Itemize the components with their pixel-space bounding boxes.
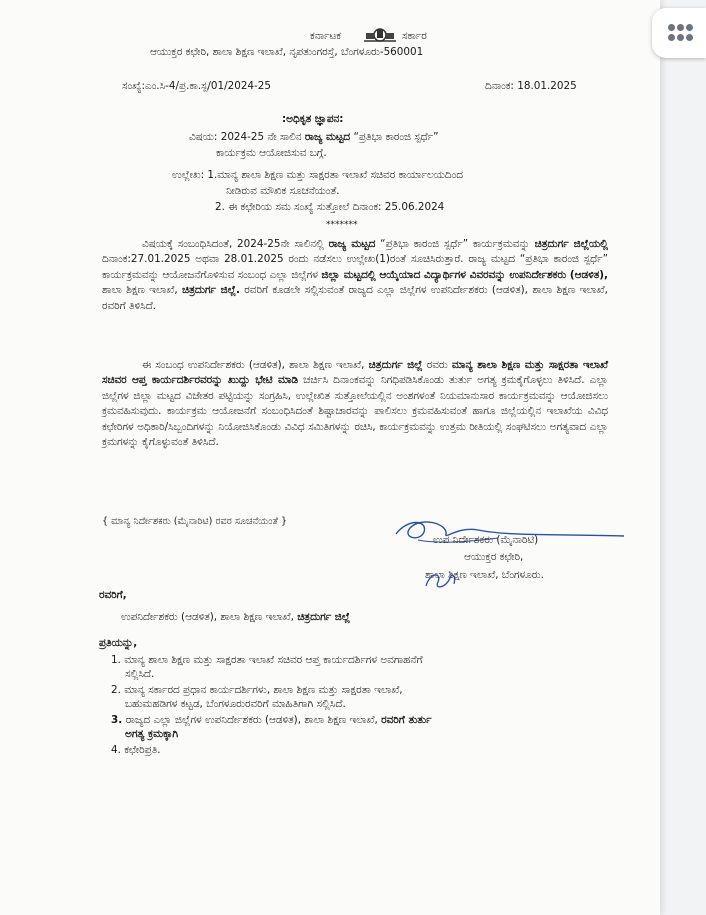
reference-number: ಸಂಖ್ಯೆ:ಎಂ.ಸಿ-4/ಪ್ರ.ಕಾ.ಸ್ಪ/01/2024-25	[122, 80, 272, 92]
office-address: ಆಯುಕ್ತರ ಕಛೇರಿ, ಶಾಲಾ ಶಿಕ್ಷಣ ಇಲಾಖೆ, ನೃಪತುಂಗರಸ್ತೆ, ಬೆಂಗಳೂರು-560001	[150, 46, 424, 58]
gov-left-text: ಕರ್ನಾಟಕ	[310, 30, 341, 42]
copy-item-3: 3. ರಾಜ್ಯದ ಎಲ್ಲಾ ಜಿಲ್ಲೆಗಳ ಉಪನಿರ್ದೇಶಕರು (ಆಡಳಿತ), ಶಾಲಾ ಶಿಕ್ಷಣ ಇಲಾಖೆ, ರವರಿಗೆ ತುರ್ತು	[111, 714, 432, 726]
copy-item-1-cont: ಸಲ್ಲಿಸಿದೆ.	[125, 668, 155, 680]
copy-item-4: 4. ಕಛೇರಿಪ್ರತಿ.	[111, 744, 161, 756]
state-emblem-icon	[362, 25, 398, 43]
subject-line-1: ವಿಷಯ: 2024-25 ನೇ ಸಾಲಿನ ರಾಜ್ಯ ಮಟ್ಟದ “ಪ್ರತಿಭಾ ಕಾರಂಜಿ ಸ್ಪರ್ಧೆ”	[189, 131, 439, 143]
to-address: ಉಪನಿರ್ದೇಶಕರು (ಆಡಳಿತ), ಶಾಲಾ ಶಿಕ್ಷಣ ಇಲಾಖೆ, ಚಿತ್ರದುರ್ಗ ಜಿಲ್ಲೆ	[121, 611, 351, 623]
copy-item-2: 2. ಮಾನ್ಯ ಸರ್ಕಾರದ ಪ್ರಧಾನ ಕಾರ್ಯದರ್ಶಿಗಳು, ಶಾಲಾ ಶಿಕ್ಷಣ ಮತ್ತು ಸಾಕ್ಷರತಾ ಇಲಾಖೆ,	[111, 684, 403, 696]
reference-line-1b: ನೀಡಿರುವ ಮೌಖಿಕ ಸೂಚನೆಯಂತೆ.	[226, 185, 340, 197]
letter-date: ದಿನಾಂಕ: 18.01.2025	[485, 80, 577, 92]
subject-line-2: ಕಾರ್ಯಕ್ರಮ ಆಯೋಜಿಸುವ ಬಗ್ಗೆ.	[216, 147, 327, 159]
body-paragraph-1: ವಿಷಯಕ್ಕೆ ಸಂಬಂಧಿಸಿದಂತೆ, 2024-25ನೇ ಸಾಲಿನಲ್ಲಿ ರಾಜ್ಯ ಮಟ್ಟದ “ಪ್ರತಿಭಾ ಕಾರಂಜಿ ಸ್ಪರ್ಧೆ” ಕಾರ್ಯಕ್ರಮವನ್ನು ಚಿತ್ರದುರ್ಗ ಜಿಲ್ಲೆಯಲ್ಲಿ ದಿನಾಂಕ:27.01.2025 ಅಥವಾ 28.01.2025 ರಂದು ನಡೆಸಲು ಉಲ್ಲೇಖ(1)ರಂತೆ ಸೂಚಿಸಿರುತ್ತಾರೆ. ರಾಜ್ಯ ಮಟ್ಟದ “ಪ್ರತಿಭಾ ಕಾರಂಜಿ ಸ್ಪರ್ಧೆ” ಕಾರ್ಯಕ್ರಮವನ್ನು ಆಯೋಜನೆಗೊಳಿಸುವ ಸಂಬಂಧ ಎಲ್ಲಾ ಜಿಲ್ಲೆಗಳ ಜಿಲ್ಲಾ ಮಟ್ಟದಲ್ಲಿ ಆಯ್ಕೆಯಾದ ವಿದ್ಯಾರ್ಥಿಗಳ ವಿವರವನ್ನು ಉಪನಿರ್ದೇಶಕರು (ಆಡಳಿತ), ಶಾಲಾ ಶಿಕ್ಷಣ ಇಲಾಖೆ, ಚಿತ್ರದುರ್ಗ ಜಿಲ್ಲೆ. ರವರಿಗೆ ಕೂಡಲೇ ಸಲ್ಲಿಸುವಂತೆ ರಾಜ್ಯದ ಎಲ್ಲಾ ಜಿಲ್ಲೆಗಳ ಉಪನಿರ್ದೇಶಕರು (ಆಡಳಿತ), ಶಾಲಾ ಶಿಕ್ಷಣ ಇಲಾಖೆ, ರವರಿಗೆ ತಿಳಿಸಿದೆ.	[102, 238, 608, 312]
notice-title: :ಅಧಿಕೃತ ಜ್ಞಾಪನ:	[282, 113, 344, 125]
signatory-designation: ಉಪ ನಿರ್ದೇಶಕರು (ಮೈನಾರಿಟಿ)	[433, 534, 539, 546]
more-options-button[interactable]	[652, 8, 706, 58]
reference-line-1: ಉಲ್ಲೇಖ: 1.ಮಾನ್ಯ ಶಾಲಾ ಶಿಕ್ಷಣ ಮತ್ತು ಸಾಕ್ಷರತಾ ಇಲಾಖೆ ಸಚಿವರ ಕಾರ್ಯಾಲಯದಿಂದ	[172, 169, 463, 181]
copy-item-2-cont: ಬಹುಮಹಡಿಗಳ ಕಟ್ಟಡ, ಬೆಂಗಳೂರುರವರಿಗೆ ಮಾಹಿತಿಗಾಗಿ ಸಲ್ಲಿಸಿದೆ.	[125, 698, 346, 710]
approval-note: { ಮಾನ್ಯ ನಿರ್ದೇಶಕರು (ಮೈನಾರಿಟಿ) ರವರ ಸೂಚನೆಯಂತೆ }	[102, 516, 288, 527]
copy-item-1: 1. ಮಾನ್ಯ ಶಾಲಾ ಶಿಕ್ಷಣ ಮತ್ತು ಸಾಕ್ಷರತಾ ಇಲಾಖೆ ಸಚಿವರ ಆಪ್ತ ಕಾರ್ಯದರ್ಶಿಗಳ ಅವಗಾಹನೆಗೆ	[111, 654, 423, 666]
signatory-office: ಆಯುಕ್ತರ ಕಛೇರಿ,	[464, 551, 524, 563]
copy-label: ಪ್ರತಿಯನ್ನು,	[99, 637, 138, 649]
reference-line-2: 2. ಈ ಕಛೇರಿಯ ಸಮ ಸಂಖ್ಯೆ ಸುತ್ತೋಲೆ ದಿನಾಂಕ: 25.06.2024	[215, 201, 445, 213]
viewer-background	[660, 0, 706, 915]
signatory-department: ಶಾಲಾ ಶಿಕ್ಷಣ ಇಲಾಖೆ, ಬೆಂಗಳೂರು.	[425, 569, 544, 581]
to-label: ರವರಿಗೆ,	[99, 589, 127, 601]
initials-scribble	[420, 566, 460, 594]
gov-right-text: ಸರ್ಕಾರ	[402, 30, 427, 42]
separator-stars: *******	[326, 220, 358, 230]
copy-item-3-cont: ಅಗತ್ಯ ಕ್ರಮಕ್ಕಾಗಿ	[125, 728, 179, 740]
more-dots-icon	[668, 24, 694, 42]
body-paragraph-2: ಈ ಸಂಬಂಧ ಉಪನಿರ್ದೇಶಕರು (ಆಡಳಿತ), ಶಾಲಾ ಶಿಕ್ಷಣ ಇಲಾಖೆ, ಚಿತ್ರದುರ್ಗ ಜಿಲ್ಲೆ ರವರು ಮಾನ್ಯ ಶಾಲಾ ಶಿಕ್ಷಣ ಮತ್ತು ಸಾಕ್ಷರತಾ ಇಲಾಖೆ ಸಚಿವರ ಆಪ್ತ ಕಾರ್ಯದರ್ಶಿರವರನ್ನು ಖುದ್ದು ಭೇಟಿ ಮಾಡಿ ಚರ್ಚಿಸಿ ದಿನಾಂಕವನ್ನು ನಿಗಧಿಪಡಿಸಿಕೊಂಡು ತುರ್ತು ಅಗತ್ಯ ಕ್ರಮಕೈಗೊಳ್ಳಲು ತಿಳಿಸಿದೆ. ಎಲ್ಲಾ ಜಿಲ್ಲೆಗಳ ಜಿಲ್ಲಾ ಮಟ್ಟದ ವಿಜೇತರ ಪಟ್ಟಿಯನ್ನು ಸಂಗ್ರಹಿಸಿ, ಉಲ್ಲೇಖಿತ ಸುತ್ತೋಲೆಯಲ್ಲಿನ ಅಂಶಗಳಂತೆ ನಿಯಮಾನುಸಾರ ಕಾರ್ಯಕ್ರಮವನ್ನು ಆಯೋಜಿಸಲು ಕ್ರಮವಹಿಸುವುದು. ಕಾರ್ಯಕ್ರಮ ಆಯೋಜನೆಗೆ ಸಂಬಂಧಿಸಿದಂತೆ ಶಿಷ್ಟಾಚಾರವನ್ನು ಪಾಲಿಸಲು ಕ್ರಮವಹಿಸುವಂತೆ ಹಾಗೂ ಜಿಲ್ಲೆಯಲ್ಲಿನ ಇಲಾಖೆಯ ವಿವಿಧ ಕಛೇರಿಗಳ ಅಧಿಕಾರಿ/ಸಿಬ್ಬಂದಿಗಳನ್ನು ನಿಯೋಜಿಸಿಕೊಂಡು ವಿವಿಧ ಸಮಿತಿಗಳನ್ನು ರಚಿಸಿ, ಕಾರ್ಯಕ್ರಮವನ್ನು ಉತ್ತಮ ರೀತಿಯಲ್ಲಿ ಸಂಘಟಿಸಲು ಅಗತ್ಯವಾದ ಎಲ್ಲಾ ಕ್ರಮಗಳನ್ನು ಕೈಗೊಳ್ಳುವಂತೆ ತಿಳಿಸಿದೆ.	[102, 359, 608, 449]
